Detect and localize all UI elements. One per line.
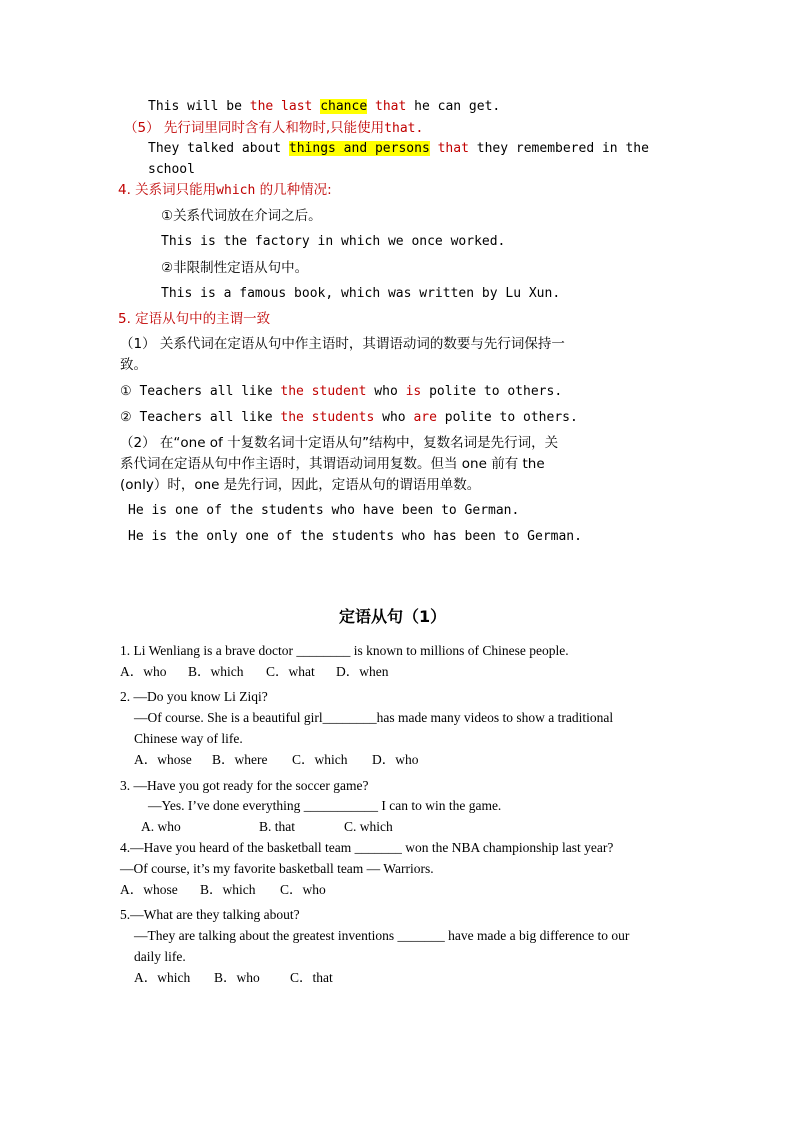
text-red: that. (384, 121, 424, 136)
option: D．when (336, 664, 389, 679)
rule-line: 致。 (120, 357, 147, 373)
rule-line: ①关系代词放在介词之后。 (161, 208, 322, 224)
exercise-title: 定语从句（1） (339, 607, 447, 626)
example-line: He is one of the students who have been to German. (128, 503, 520, 518)
text-red: the students (280, 410, 375, 425)
text-red: 4. 关系词只能用 (118, 182, 217, 198)
text-red: the student (280, 384, 367, 399)
option: C. which (344, 819, 393, 834)
text: ① Teachers all like (120, 384, 281, 399)
text-red: （5） 先行词里同时含有人和物时,只能使用 (124, 120, 385, 136)
option: A．whose (134, 752, 192, 767)
highlight: things and persons (288, 141, 430, 156)
question-4-line: —Of course, it’s my favorite basketball team — Warriors. (120, 861, 434, 876)
text-red: are (413, 410, 437, 425)
question-5-stem: 5.—What are they talking about? (120, 907, 300, 922)
example-things-persons (148, 140, 649, 158)
text-red: 的几种情况: (255, 182, 332, 198)
example-line: He is the only one of the students who has been to German. (128, 529, 582, 544)
question-2-line: Chinese way of life. (134, 731, 243, 746)
question-5-options (134, 969, 333, 987)
text: polite to others. (421, 384, 563, 399)
question-2-line: —Of course. She is a beautiful girl________has made many videos to show a traditional (134, 710, 614, 725)
option: A．who (120, 664, 167, 679)
text: ② Teachers all like (120, 410, 281, 425)
example-last-chance (148, 98, 500, 116)
section-4-heading (118, 181, 332, 200)
option: C．who (280, 882, 326, 897)
option: C．which (292, 752, 348, 767)
text-red: which (216, 183, 256, 198)
question-3-options (141, 818, 393, 836)
text-red: that (429, 141, 469, 156)
question-4-stem: 4.—Have you heard of the basketball team _______ won the NBA championship last year? (120, 840, 614, 855)
example-line: This is the factory in which we once worked. (161, 234, 506, 249)
question-3-line: —Yes. I’ve done everything ___________ I can to win the game. (148, 798, 502, 813)
option: B．which (200, 882, 256, 897)
option: C．that (290, 970, 333, 985)
option: A．whose (120, 882, 178, 897)
question-1-options (120, 663, 389, 681)
option: D．who (372, 752, 419, 767)
text: he can get. (406, 99, 501, 114)
highlight: chance (320, 99, 368, 114)
option: B. that (259, 819, 295, 834)
example-student-is (120, 383, 562, 401)
question-5-line: daily life. (134, 949, 186, 964)
option: B．which (188, 664, 244, 679)
rule-line: ②非限制性定语从句中。 (161, 260, 309, 276)
text: they remembered in the (468, 141, 649, 156)
question-2-options (134, 751, 419, 769)
rule-line: （2） 在“one of 十复数名词十定语从句”结构中，复数名词是先行词，关 (120, 435, 559, 451)
example-line-continuation: school (148, 162, 195, 177)
text-red: is (405, 384, 422, 399)
question-5-line: —They are talking about the greatest inventions _______ have made a big difference to our (134, 928, 630, 943)
rule-5-heading (124, 119, 423, 138)
text: polite to others. (436, 410, 578, 425)
question-4-options (120, 881, 326, 899)
text: who (374, 410, 414, 425)
text: This will be (148, 99, 250, 114)
text: They talked about (148, 141, 289, 156)
option: B．who (214, 970, 260, 985)
rule-line: (only）时，one 是先行词，因此，定语从句的谓语用单数。 (120, 477, 481, 493)
question-1-stem: 1. Li Wenliang is a brave doctor ________ is known to millions of Chinese people. (120, 643, 569, 658)
option: A. who (141, 819, 181, 834)
rule-line: （1） 关系代词在定语从句中作主语时，其谓语动词的数要与先行词保持一 (120, 336, 565, 352)
question-2-stem: 2. —Do you know Li Ziqi? (120, 689, 268, 704)
example-students-are (120, 409, 578, 427)
example-line: This is a famous book, which was written by Lu Xun. (161, 286, 561, 301)
rule-line: 系代词在定语从句中作主语时，其谓语动词用复数。但当 one 前有 the (120, 456, 545, 472)
text-red: the last (249, 99, 321, 114)
section-5-heading: 5. 定语从句中的主谓一致 (118, 311, 271, 327)
text: who (366, 384, 406, 399)
option: C．what (266, 664, 315, 679)
option: A．which (134, 970, 191, 985)
question-3-stem: 3. —Have you got ready for the soccer game? (120, 778, 369, 793)
text-red: that (367, 99, 407, 114)
option: B．where (212, 752, 268, 767)
